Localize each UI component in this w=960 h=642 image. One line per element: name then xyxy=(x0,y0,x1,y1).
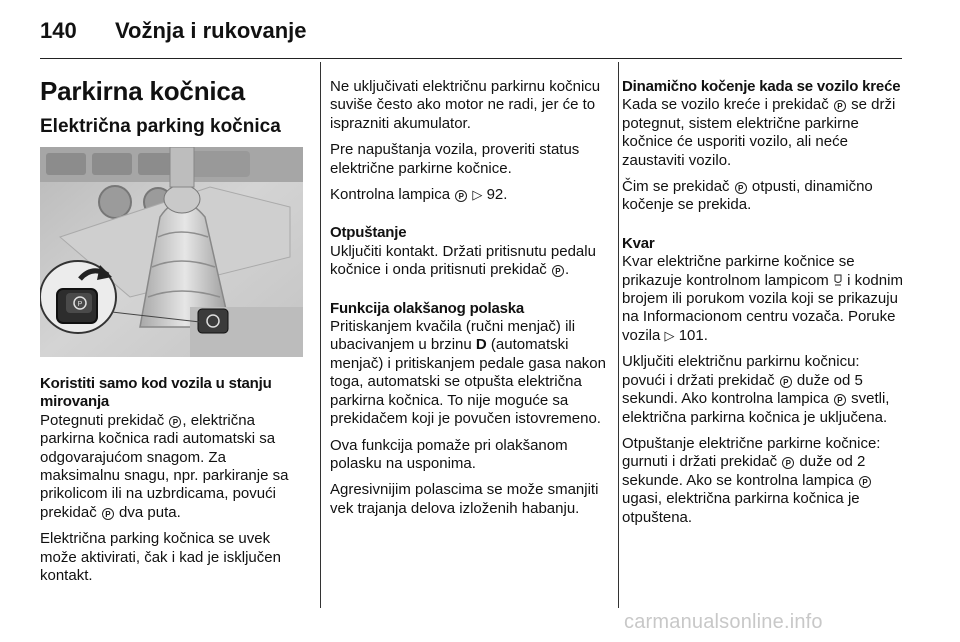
parking-brake-switch-icon: P xyxy=(169,416,181,428)
col3-para-3: Kvar električne parkirne kočnice se prikazuje kontrolnom lampicom i kodnim brojem ili porukom vozila koji se prikazuju na Informacionom centru vozača. Poruke vozila ▷ 101. xyxy=(622,253,903,344)
column-3 xyxy=(622,78,904,535)
chapter-title: Vožnja i rukovanje xyxy=(115,18,307,43)
fault-heading: Kvar xyxy=(622,234,655,252)
column-divider-right xyxy=(618,62,619,608)
col2-para-3: Kontrolna lampica P ▷ 92. xyxy=(330,186,508,204)
parking-brake-lamp-icon xyxy=(833,274,843,286)
parking-brake-switch-icon: P xyxy=(780,376,792,388)
page-ref-link[interactable]: 92 xyxy=(486,186,504,204)
col2-para-2: Pre napuštanja vozila, proveriti status električne parkirne kočnice. xyxy=(330,141,580,177)
parking-brake-switch-icon: P xyxy=(735,182,747,194)
col1-para-2: Električna parking kočnica se uvek može aktivirati, čak i kad je isključen kontakt. xyxy=(40,530,281,585)
parking-brake-switch-icon: P xyxy=(102,508,114,520)
col3-para-5: Otpuštanje električne parkirne kočnice: gurnuti i držati prekidač P duže od 2 sekunde. Ako se kontrolna lampica P ugasi, električna parkirna kočnica je otpuštena. xyxy=(622,434,881,526)
page-number: 140 xyxy=(40,18,77,43)
col2-para-7: Agresivnijim polascima se može smanjiti vek trajanja delova izloženih habanju. xyxy=(330,481,599,517)
parking-brake-switch-icon: P xyxy=(455,190,467,202)
header-rule xyxy=(40,58,902,59)
easy-start-heading: Funkcija olakšanog polaska xyxy=(330,299,525,317)
svg-text:P: P xyxy=(77,301,83,308)
release-heading: Otpuštanje xyxy=(330,224,407,242)
col2-para-4: Uključiti kontakt. Držati pritisnutu pedalu kočnice i onda pritisnuti prekidač P . xyxy=(330,242,596,279)
col2-para-5: Pritiskanjem kvačila (ručni menjač) ili ubacivanjem u brzinu D (automatski menjač) i pritiskanjem pedale gasa nakon toga, automatski se otpušta električna parkirna kočnica. To nije moguće sa prekidačem koji je povučen istovremeno. xyxy=(330,318,606,428)
gear-label: D xyxy=(475,336,487,354)
usage-note-heading: Koristiti samo kod vozila u stanju mirovanja xyxy=(40,375,272,411)
col3-para-2: Čim se prekidač P otpusti, dinamično kočenje se prekida. xyxy=(622,178,873,214)
col1-para-1: Potegnuti prekidač P , električna parkirna kočnica radi automatski sa odgovarajućom snagom. Za maksimalnu snagu, npr. parkiranje sa prikolicom ili na uzbrdicama, povući prekidač P dva puta. xyxy=(40,411,289,521)
dynamic-braking-heading: Dinamično kočenje kada se vozilo kreće xyxy=(622,78,901,95)
parking-brake-switch-icon: P xyxy=(834,394,846,406)
col2-para-6: Ova funkcija pomaže pri olakšanom polasku na usponima. xyxy=(330,436,568,472)
column-divider-left xyxy=(320,62,321,608)
col3-para-1: Kada se vozilo kreće i prekidač P se drži potegnut, sistem električne parkirne kočnice će usporiti vozilo, ali neće zaustaviti vozilo. xyxy=(622,96,896,169)
page-header xyxy=(0,0,960,60)
parking-brake-switch-icon: P xyxy=(782,457,794,469)
watermark: carmanualsonline.info xyxy=(624,611,823,633)
parking-brake-switch-icon: P xyxy=(834,100,846,112)
column-2 xyxy=(330,78,606,526)
column-1 xyxy=(40,375,306,593)
parking-brake-switch-icon: P xyxy=(552,265,564,277)
page-ref-arrow-icon: ▷ xyxy=(664,327,675,343)
col3-para-4: Uključiti električnu parkirnu kočnicu: povući i držati prekidač P duže od 5 sekundi. Ako kontrolna lampica P svetli, električna parkirna kočnica je uključena. xyxy=(622,353,890,426)
parking-brake-photo xyxy=(40,147,303,357)
section-title: Parkirna kočnica xyxy=(40,76,245,106)
parking-brake-switch-icon: P xyxy=(859,476,871,488)
page-ref-arrow-icon: ▷ xyxy=(472,187,483,203)
subsection-title: Električna parking kočnica xyxy=(40,116,281,137)
col2-para-1: Ne uključivati električnu parkirnu kočnicu suviše često ako motor ne radi, jer će to isprazniti akumulator. xyxy=(330,78,601,132)
page-ref-link[interactable]: 101 xyxy=(678,326,704,344)
